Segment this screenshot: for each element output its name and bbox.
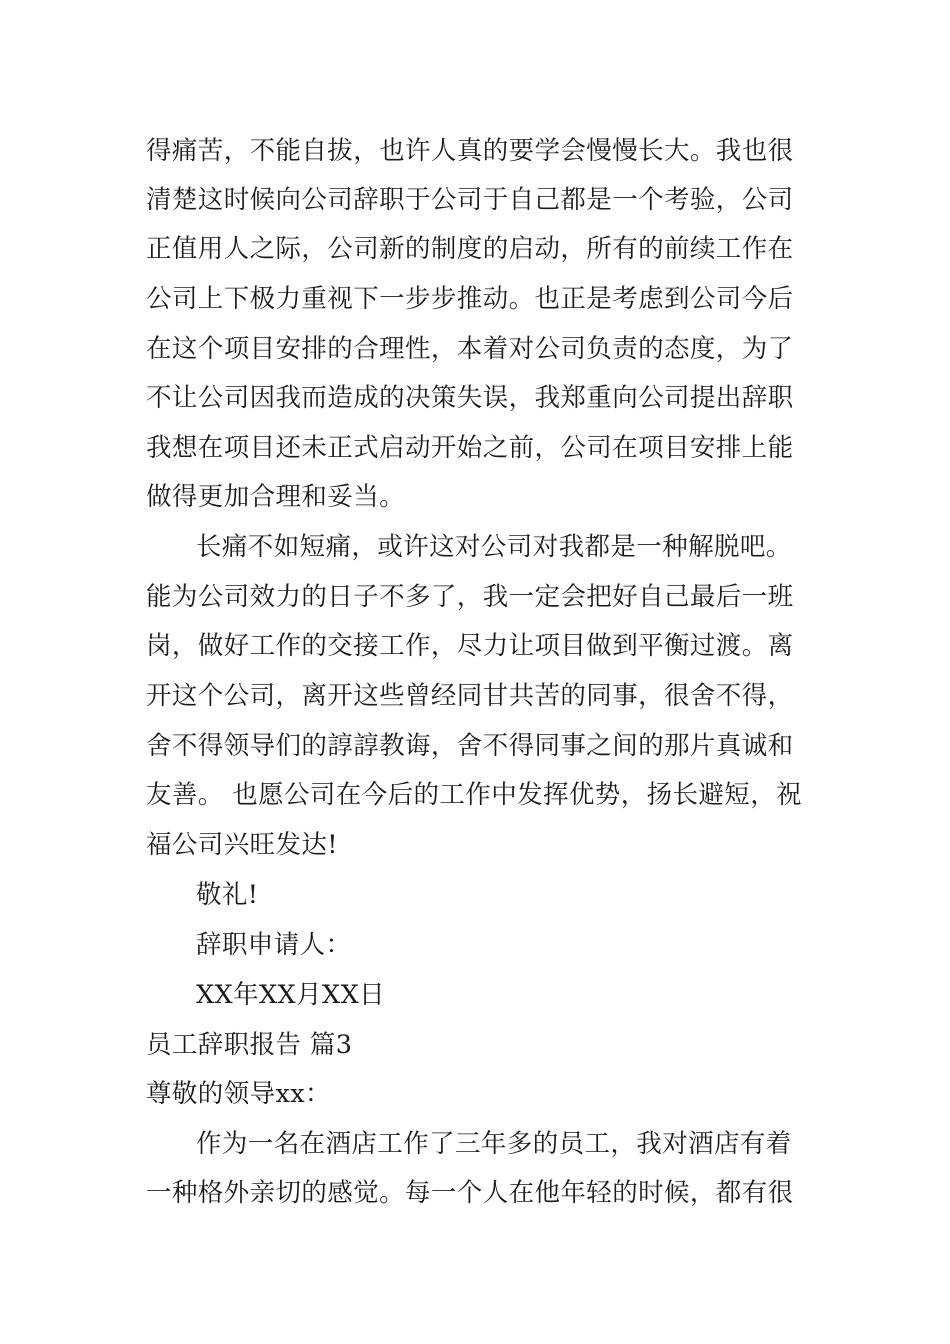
paragraph-1-line-7: 我想在项目还未正式启动开始之前，公司在项目安排上能	[146, 433, 794, 463]
paragraph-3-line-2: 一种格外亲切的感觉。每一个人在他年轻的时候，都有很	[146, 1178, 794, 1208]
paragraph-2-line-3: 岗，做好工作的交接工作，尽力让项目做到平衡过渡。离	[146, 631, 794, 661]
paragraph-2-line-2: 能为公司效力的日子不多了，我一定会把好自己最后一班	[146, 582, 794, 612]
paragraph-1-line-6: 不让公司因我而造成的决策失误，我郑重向公司提出辞职	[146, 383, 794, 413]
signature-label: 辞职申请人：	[196, 930, 352, 960]
paragraph-1-line-4: 公司上下极力重视下一步步推动。也正是考虑到公司今后	[146, 284, 794, 314]
paragraph-2-line-1: 长痛不如短痛，或许这对公司对我都是一种解脱吧。	[196, 532, 792, 562]
salutation: 尊敬的领导xx：	[146, 1079, 331, 1109]
paragraph-1-line-8: 做得更加合理和妥当。	[146, 482, 406, 512]
paragraph-1-line-2: 清楚这时候向公司辞职于公司于自己都是一个考验，公司	[146, 185, 794, 215]
paragraph-2-line-7: 福公司兴旺发达!	[146, 830, 338, 860]
section-title: 员工辞职报告 篇3	[146, 1030, 353, 1060]
letter-date: XX年XX月XX日	[196, 980, 386, 1010]
paragraph-1-line-5: 在这个项目安排的合理性，本着对公司负责的态度，为了	[146, 334, 794, 364]
paragraph-2-line-6: 友善。 也愿公司在今后的工作中发挥优势，扬长避短，祝	[146, 780, 803, 810]
paragraph-2-line-5: 舍不得领导们的諄諄教诲，舍不得同事之间的那片真诚和	[146, 731, 794, 761]
closing-salute: 敬礼!	[196, 880, 259, 910]
paragraph-2-line-4: 开这个公司，离开这些曾经同甘共苦的同事，很舍不得，	[146, 681, 794, 711]
paragraph-3-line-1: 作为一名在酒店工作了三年多的员工，我对酒店有着	[196, 1129, 792, 1159]
paragraph-1-line-1: 得痛苦，不能自拔，也许人真的要学会慢慢长大。我也很	[146, 136, 794, 166]
paragraph-1-line-3: 正值用人之际，公司新的制度的启动，所有的前续工作在	[146, 234, 794, 264]
